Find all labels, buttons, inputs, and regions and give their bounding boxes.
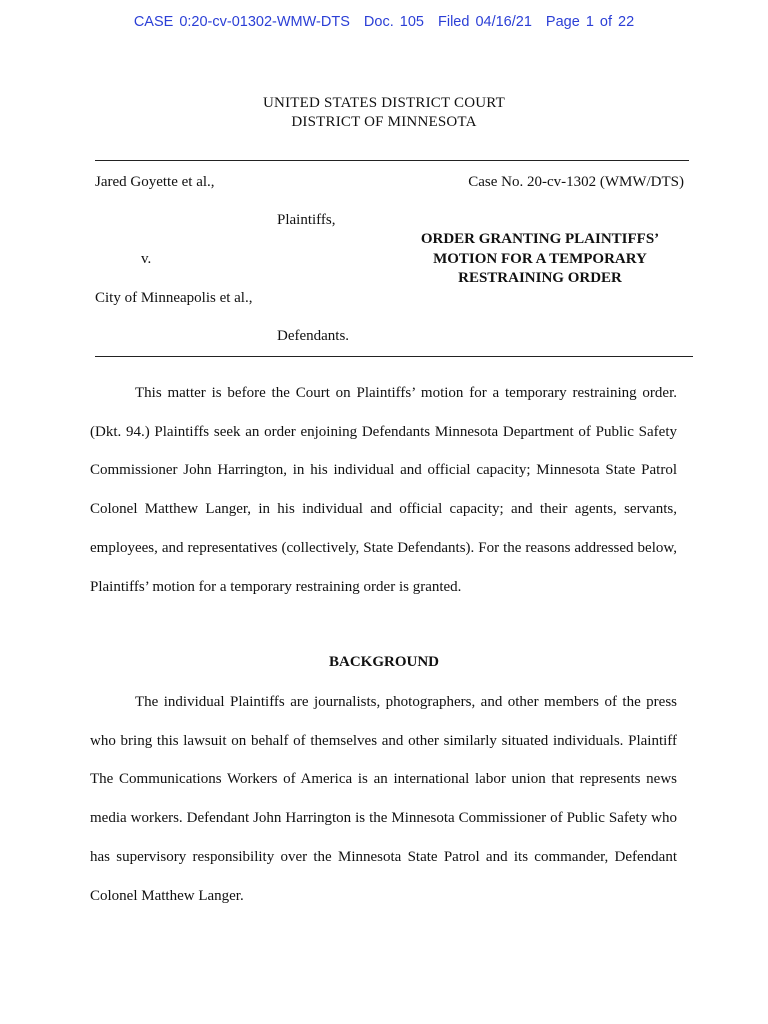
caption-top-rule <box>95 160 689 161</box>
order-title <box>392 230 688 289</box>
order-title-line: RESTRAINING ORDER <box>458 270 622 286</box>
court-heading <box>0 94 768 132</box>
order-title-line: MOTION FOR A TEMPORARY <box>433 250 647 267</box>
court-district: DISTRICT OF MINNESOTA <box>291 114 477 130</box>
section-heading: BACKGROUND <box>328 654 439 670</box>
defendants-label: Defendants. <box>277 328 350 344</box>
intro-section <box>90 374 677 606</box>
plaintiffs-label: Plaintiffs, <box>277 212 336 228</box>
defendant-name: City of Minneapolis et al., <box>95 290 253 306</box>
case-no: Case No. 20-cv-1302 (WMW/DTS) <box>468 174 684 190</box>
ecf-header-stamp <box>0 14 768 30</box>
case-number: CASE 0:20-cv-01302-WMW-DTS <box>133 14 350 30</box>
filed-date: Filed 04/16/21 <box>437 14 532 30</box>
versus: v. <box>141 251 152 267</box>
document-number: Doc. 105 <box>363 14 424 30</box>
order-title-line: ORDER GRANTING PLAINTIFFS’ <box>420 231 660 247</box>
background-paragraph: The individual Plaintiffs are journalists, photographers, and other members of the press who bring this lawsuit on behalf of themselves and other similarly situated individuals. Plaintiff The Communications Workers of America is an international labor union that represents news media workers. Defendant John Harrington is the Minnesota Commissioner of Public Safety who has supervisory responsibility over the Minnesota State Patrol and its commander, Defendant Colonel Matthew Langer. <box>90 694 677 904</box>
court-name: UNITED STATES DISTRICT COURT <box>263 95 505 111</box>
page-indicator: Page 1 of 22 <box>545 14 635 30</box>
intro-paragraph: This matter is before the Court on Plaintiffs’ motion for a temporary restraining order. (Dkt. 94.) Plaintiffs seek an order enjoining Defendants Minnesota Department of Public Safety Commissioner John Harrington, in his individual and official capacity; Minnesota State Patrol Colonel Matthew Langer, in his individual and official capacity; and their agents, servants, employees, and representatives (collectively, State Defendants). For the reasons addressed below, Plaintiffs’ motion for a temporary restraining order is granted. <box>90 385 677 595</box>
caption-bottom-rule <box>95 356 693 357</box>
background-section <box>90 683 677 915</box>
plaintiff-name: Jared Goyette et al., <box>95 174 215 190</box>
